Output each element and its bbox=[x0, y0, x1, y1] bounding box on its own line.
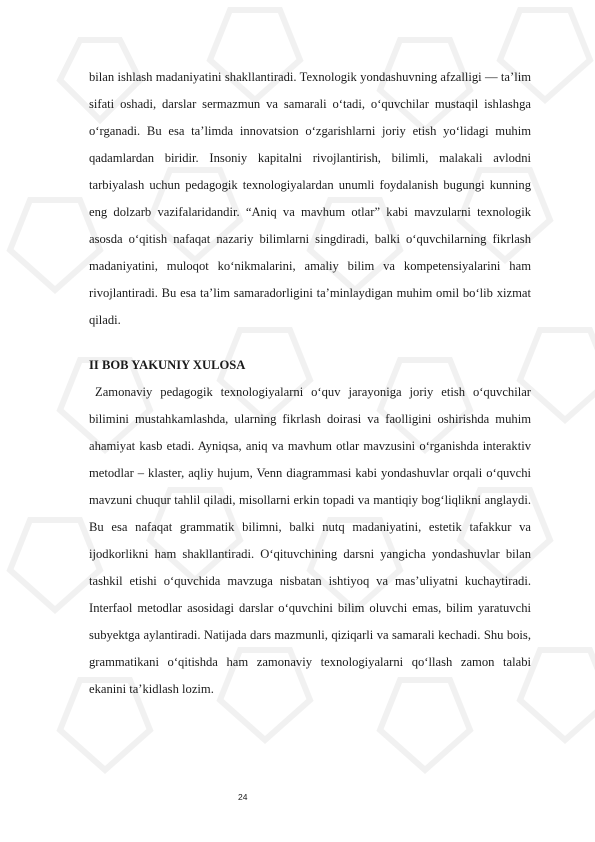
page-content bbox=[89, 64, 531, 703]
page-number: 24 bbox=[238, 792, 248, 802]
body-paragraph-1: bilan ishlash madaniyatini shakllantiradi. Texnologik yondashuvning afzalligi — ta’lim sifati oshadi, darslar sermazmun va samarali o‘tadi, o‘quvchilar mustaqil ishlashga o‘rganadi. Bu esa ta’limda innovatsion o‘zgarishlarni joriy etish yo‘lidagi muhim qadamlardan biridir. Insoniy kapitalni rivojlantirish, bilimli, malakali avlodni tarbiyalash uchun pedagogik texnologiyalardan unumli foydalanish bugungi kunning eng dolzarb vazifalaridandir. “Aniq va mavhum otlar” kabi mavzularni texnologik asosda o‘qitish nafaqat nazariy bilimlarni singdiradi, balki o‘quvchilarning fikrlash madaniyatini, muloqot ko‘nikmalarini, amaliy bilim va kompetensiyalarini ham rivojlantiradi. Bu esa ta’lim samaradorligini ta’minlaydigan muhim omil bo‘lib xizmat qiladi. bbox=[89, 70, 531, 327]
body-paragraph-2: Zamonaviy pedagogik texnologiyalarni o‘quv jarayoniga joriy etish o‘quvchilar bilimini mustahkamlashda, ularning fikrlash doirasi va faolligini oshirishda muhim ahamiyat kasb etadi. Ayniqsa, aniq va mavhum otlar mavzusini o‘rganishda interaktiv metodlar – klaster, aqliy hujum, Venn diagrammasi kabi yondashuvlar orqali o‘quvchi mavzuni chuqur tahlil qiladi, misollarni erkin topadi va mantiqiy bog‘liqlikni anglaydi. Bu esa nafaqat grammatik bilimni, balki nutq madaniyatini, estetik tafakkur va ijodkorlikni ham shakllantiradi. O‘qituvchining darsni yangicha yondashuvlar bilan tashkil etishi o‘quvchida mavzuga nisbatan ishtiyoq va mas’uliyatni kuchaytiradi. Interfaol metodlar asosidagi darslar o‘quvchini bilim oluvchi emas, bilim yaratuvchi subyektga aylantiradi. Natijada dars mazmunli, qiziqarli va samarali kechadi. Shu bois, grammatikani o‘qitishda ham zamonaviy texnologiyalarni qo‘llash zamon talabi ekanini ta’kidlash lozim. bbox=[89, 385, 531, 696]
section-heading: II BOB YAKUNIY XULOSA bbox=[89, 358, 246, 372]
